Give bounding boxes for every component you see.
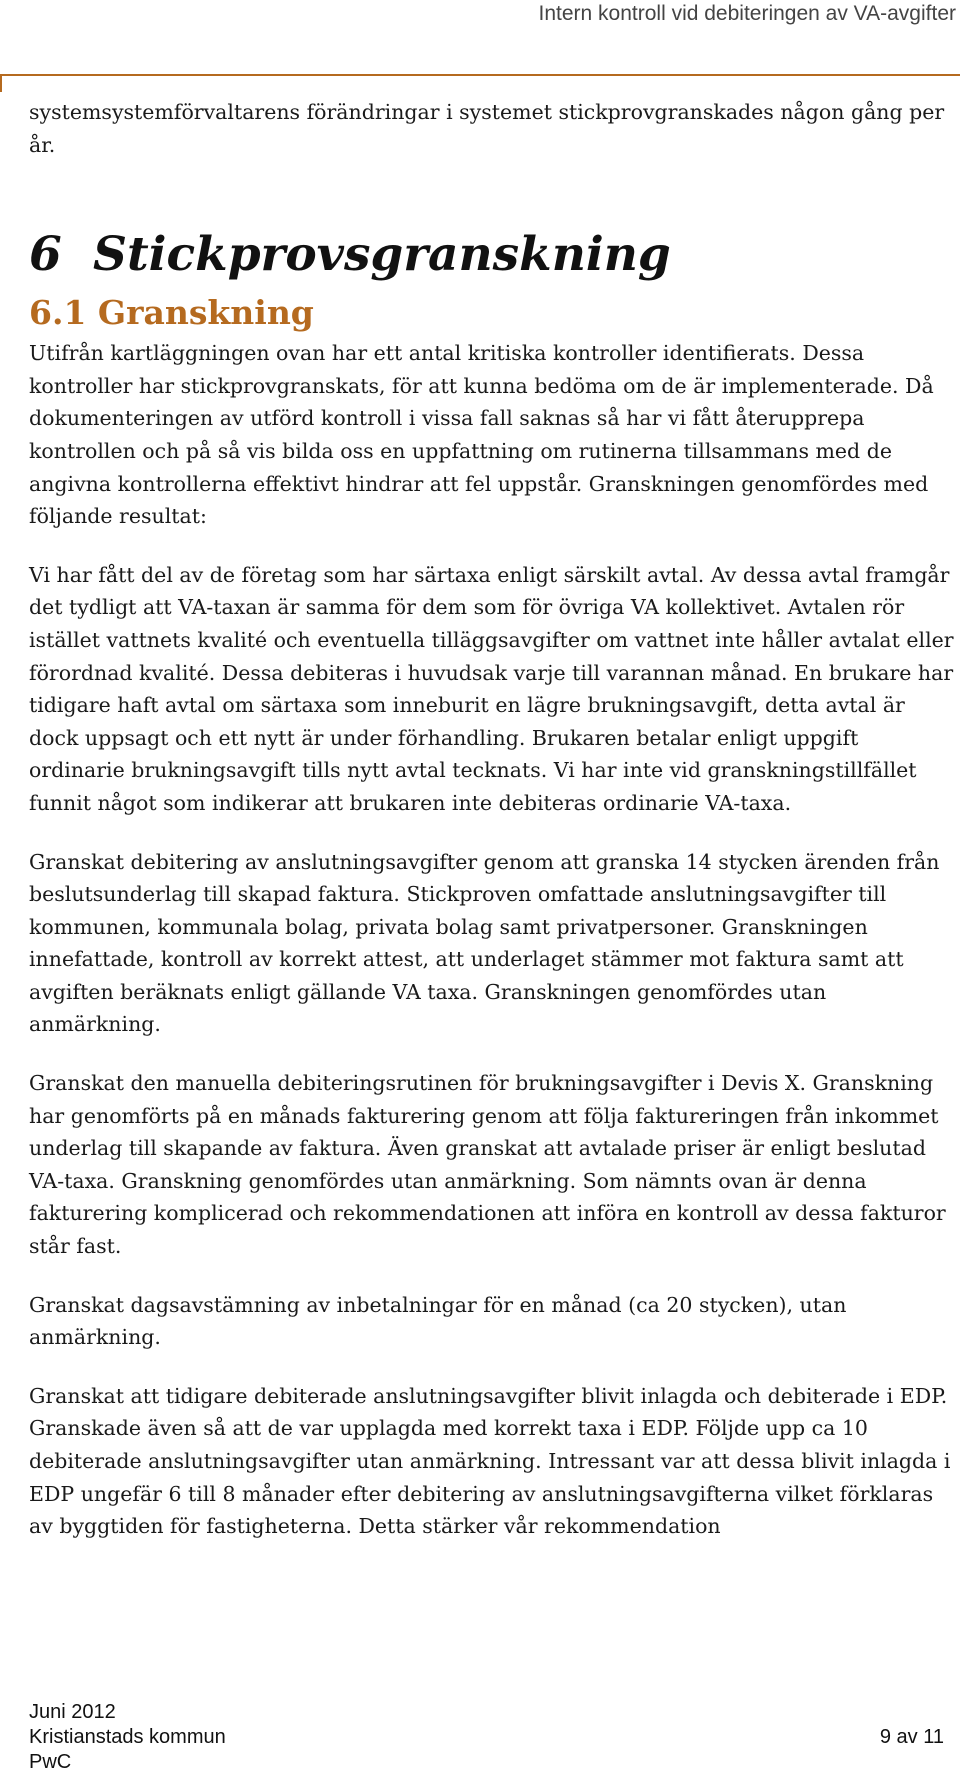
paragraph: Granskat den manuella debiteringsrutinen för brukningsavgifter i Devis X. Granskning har genomförts på en månads fakturering genom att följa faktureringen från inkommet underlag till skapande av faktura. Även granskat att avtalade priser är enligt beslutad VA-taxa. Granskning genomfördes utan anmärkning. Som nämnts ovan är denna fakturering komplicerad och rekommendationen att införa en kontroll av dessa fakturor står fast. xyxy=(29,1071,946,1259)
footer-organization: Kristianstads kommun xyxy=(29,1726,226,1748)
document-body xyxy=(29,96,954,1543)
subsection-heading: 6.1 Granskning xyxy=(29,293,314,333)
footer-date: Juni 2012 xyxy=(29,1701,116,1723)
header-corner-mark xyxy=(0,74,2,92)
paragraph: Vi har fått del av de företag som har särtaxa enligt särskilt avtal. Av dessa avtal framgår det tydligt att VA-taxan är samma för dem som för övriga VA kollektivet. Avtalen rör istället vattnets kvalité och eventuella tilläggsavgifter om vattnet inte håller avtalat eller förordnad kvalité. Dessa debiteras i huvudsak varje till varannan månad. En brukare har tidigare haft avtal om särtaxa som inneburit en lägre brukningsavgift, detta avtal är dock uppsagt och ett nytt är under förhandling. Brukaren betalar enligt uppgift ordinarie brukningsavgift tills nytt avtal tecknats. Vi har inte vid granskningstillfället funnit något som indikerar att brukaren inte debiteras ordinarie VA-taxa. xyxy=(29,562,954,815)
section-heading xyxy=(29,225,954,285)
header-rule xyxy=(0,74,960,76)
section-title: Stickprovsgranskning xyxy=(93,227,671,283)
paragraph: Granskat att tidigare debiterade anslutningsavgifter blivit inlagda och debiterade i EDP. Granskade även så att de var upplagda med korrekt taxa i EDP. Följde upp ca 10 debiterade anslutningsavgifter utan anmärkning. Intressant var att dessa blivit inlagda i EDP ungefär 6 till 8 månader efter debitering av anslutningsavgifterna vilket förklaras av byggtiden för fastigheterna. Detta stärker vår rekommendation xyxy=(29,1383,951,1539)
running-header-title: Intern kontroll vid debiteringen av VA-avgifter xyxy=(538,2,956,25)
paragraph: Utifrån kartläggningen ovan har ett antal kritiska kontroller identifierats. Dessa kontroller har stickprovgranskats, för att kunna bedöma om de är implementerade. Då dokumenteringen av utförd kontroll i vissa fall saknas så har vi fått återupprepa kontrollen och på så vis bilda oss en uppfattning om rutinerna tillsammans med de angivna kontrollerna effektivt hindrar att fel uppstår. Granskningen genomfördes med följande resultat: xyxy=(29,341,934,529)
page-footer xyxy=(29,1700,954,1775)
page-number: 9 av 11 xyxy=(879,1726,944,1748)
footer-company: PwC xyxy=(29,1751,72,1773)
paragraph: Granskat dagsavstämning av inbetalningar för en månad (ca 20 stycken), utan anmärkning. xyxy=(29,1292,847,1350)
page-header xyxy=(0,2,960,62)
paragraph: Granskat debitering av anslutningsavgifter genom att granska 14 stycken ärenden från beslutsunderlag till skapad faktura. Stickproven omfattade anslutningsavgifter till kommunen, kommunala bolag, privata bolag samt privatpersoner. Granskningen innefattade, kontroll av korrekt attest, att underlaget stämmer mot faktura samt att avgiften beräknats enligt gällande VA taxa. Granskningen genomfördes utan anmärkning. xyxy=(29,849,940,1037)
intro-paragraph: systemsystemförvaltarens förändringar i systemet stickprovgranskades någon gång per år. xyxy=(29,100,945,157)
section-number: 6 xyxy=(29,227,62,283)
